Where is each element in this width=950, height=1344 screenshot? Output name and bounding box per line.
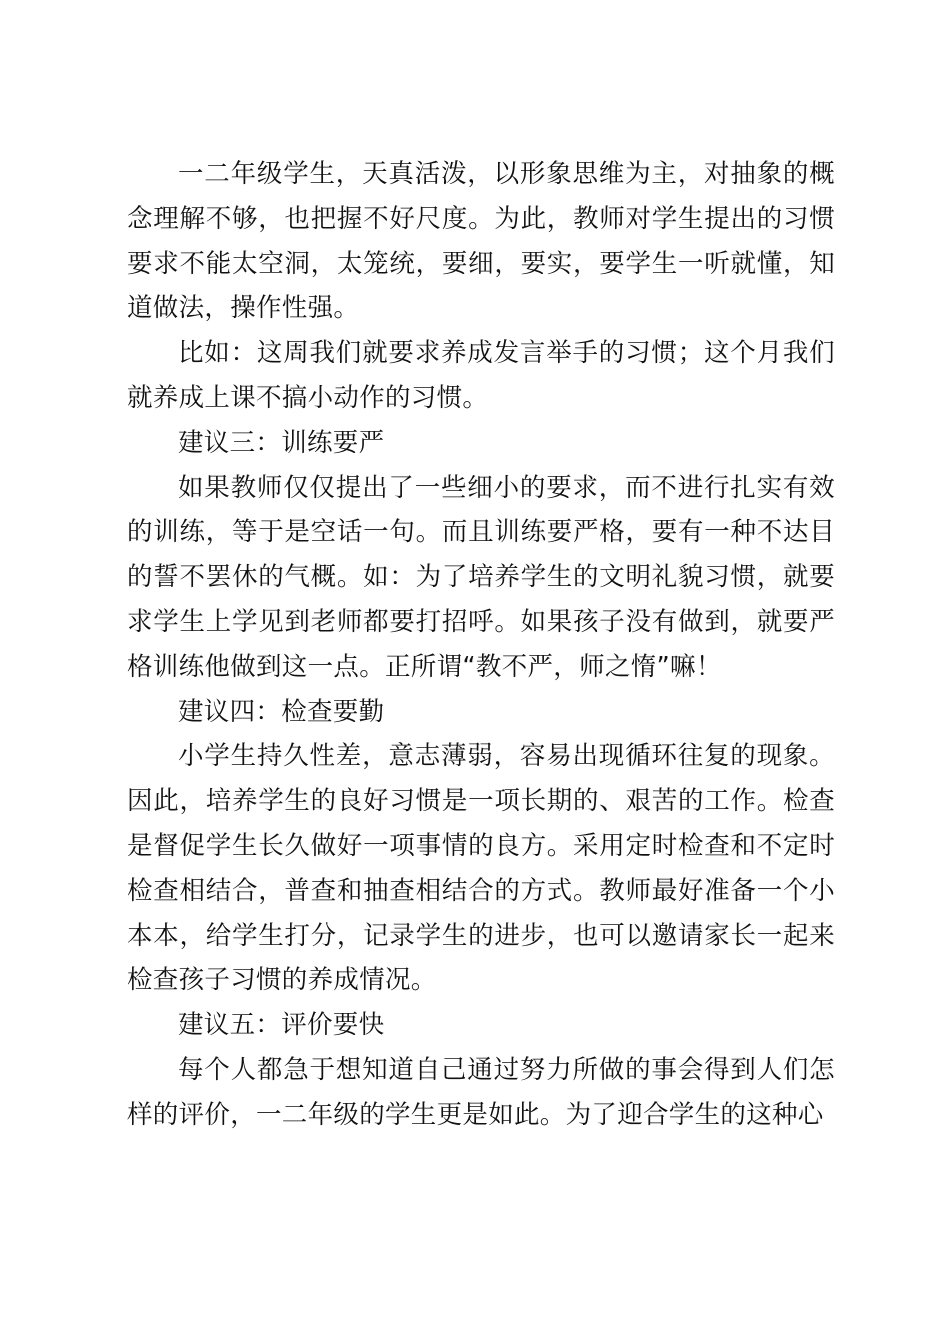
document-body [127, 152, 835, 1138]
paragraph-age-characteristics: 一二年级学生，天真活泼，以形象思维为主，对抽象的概念理解不够，也把握不好尺度。为此，教师对学生提出的习惯要求不能太空洞，太笼统，要细，要实，要学生一听就懂，知道做法，操作性强。 [127, 159, 835, 324]
heading-suggestion-three: 建议三：训练要严 [178, 427, 385, 458]
heading-suggestion-five: 建议五：评价要快 [178, 1010, 385, 1041]
paragraph-checking: 小学生持久性差，意志薄弱，容易出现循环往复的现象。因此，培养学生的良好习惯是一项长期的、艰苦的工作。检查是督促学生长久做好一项事情的良方。采用定时检查和不定时检查相结合，普查和抽查相结合的方式。教师最好准备一个小本本，给学生打分，记录学生的进步，也可以邀请家长一起来检查孩子习惯的养成情况。 [127, 741, 835, 996]
paragraph-training: 如果教师仅仅提出了一些细小的要求，而不进行扎实有效的训练，等于是空话一句。而且训练要严格，要有一种不达目的誓不罢休的气概。如：为了培养学生的文明礼貌习惯，就要求学生上学见到老师都要打招呼。如果孩子没有做到，就要严格训练他做到这一点。正所谓“教不严，师之惰”嘛！ [127, 472, 835, 682]
heading-suggestion-four: 建议四：检查要勤 [178, 696, 385, 727]
paragraph-evaluation: 每个人都急于想知道自己通过努力所做的事会得到人们怎样的评价，一二年级的学生更是如此。为了迎合学生的这种心 [127, 1054, 835, 1130]
paragraph-example: 比如：这周我们就要求养成发言举手的习惯；这个月我们就养成上课不搞小动作的习惯。 [127, 338, 835, 413]
